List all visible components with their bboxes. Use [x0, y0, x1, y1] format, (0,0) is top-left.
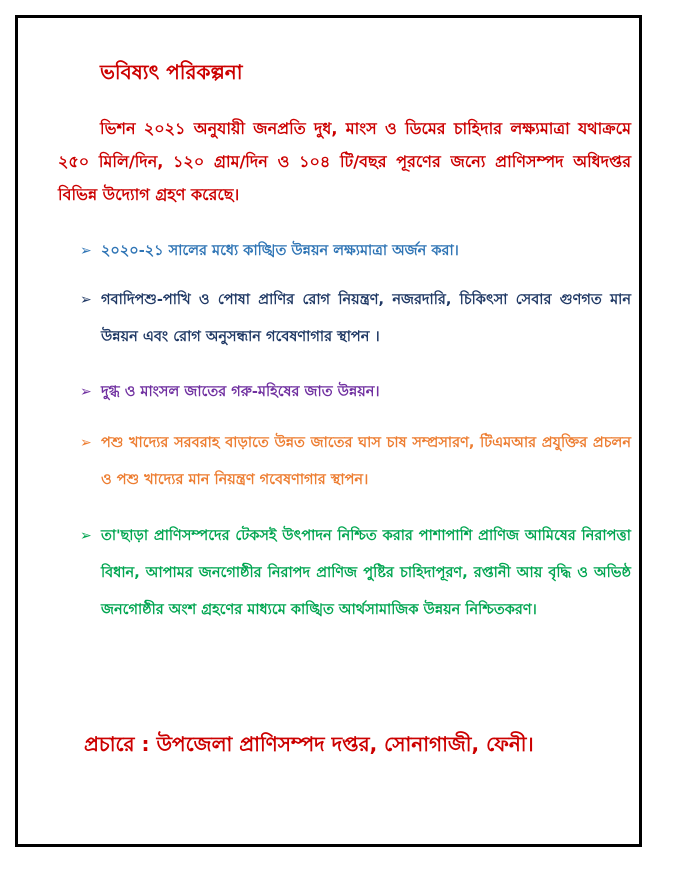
bullet-text: গবাদিপশু-পাখি ও পোষা প্রাণির রোগ নিয়ন্ত্রণ, নজরদারি, চিকিৎসা সেবার গুণগত মান উন্নয়ন এবং রোগ অনুসন্ধান গবেষণাগার স্থাপন । — [101, 292, 631, 345]
bullet-item-fodder-supply — [80, 425, 631, 499]
bullet-text: তা'ছাড়া প্রাণিসম্পদের টেকসই উৎপাদন নিশ্চিত করার পাশাপাশি প্রাণিজ আমিষের নিরাপত্তা বিধান, আপামর জনগোষ্ঠীর নিরাপদ প্রাণিজ পুষ্টির চাহিদাপূরণ, রপ্তানী আয় বৃদ্ধি ও অভিষ্ঠ জনগোষ্ঠীর অংশ গ্রহণের মাধ্যমে কাঙ্খিত আর্থসামাজিক উন্নয়ন নিশ্চিতকরণ। — [101, 528, 631, 618]
publisher-footer: প্রচারে : উপজেলা প্রাণিসম্পদ দপ্তর, সোনাগাজী, ফেনী। — [84, 732, 534, 756]
bullet-item-target-achievement — [80, 233, 631, 270]
bullet-item-breed-improvement — [80, 374, 631, 411]
arrow-bullet-icon: ➢ — [80, 292, 92, 308]
arrow-bullet-icon: ➢ — [80, 243, 92, 259]
bullet-item-sustainable-production — [80, 518, 631, 629]
arrow-bullet-icon: ➢ — [80, 435, 92, 451]
bullet-text: পশু খাদ্যের সরবরাহ বাড়াতে উন্নত জাতের ঘাস চাষ সম্প্রসারণ, টিএমআর প্রযুক্তির প্রচলন ও পশু খাদ্যের মান নিয়ন্ত্রণ গবেষণাগার স্থাপন। — [101, 435, 631, 488]
intro-paragraph: ভিশন ২০২১ অনুযায়ী জনপ্রতি দুধ, মাংস ও ডিমের চাহিদার লক্ষ্যমাত্রা যথাক্রমে ২৫০ মিলি/দিন, ১২০ গ্রাম/দিন ও ১০৪ টি/বছর পূরণের জন্যে প্রাণিসম্পদ অধিদপ্তর বিভিন্ন উদ্যোগ গ্রহণ করেছে। — [58, 119, 631, 204]
page-title: ভবিষ্যৎ পরিকল্পনা — [100, 60, 243, 84]
bullet-item-disease-control — [80, 282, 631, 356]
bullet-text: ২০২০-২১ সালের মধ্যে কাঙ্খিত উন্নয়ন লক্ষ্যমাত্রা অর্জন করা। — [101, 243, 459, 259]
arrow-bullet-icon: ➢ — [80, 528, 92, 544]
arrow-bullet-icon: ➢ — [80, 384, 92, 400]
bullet-text: দুগ্ধ ও মাংসল জাতের গরু-মহিষের জাত উন্নয়ন। — [101, 384, 380, 400]
